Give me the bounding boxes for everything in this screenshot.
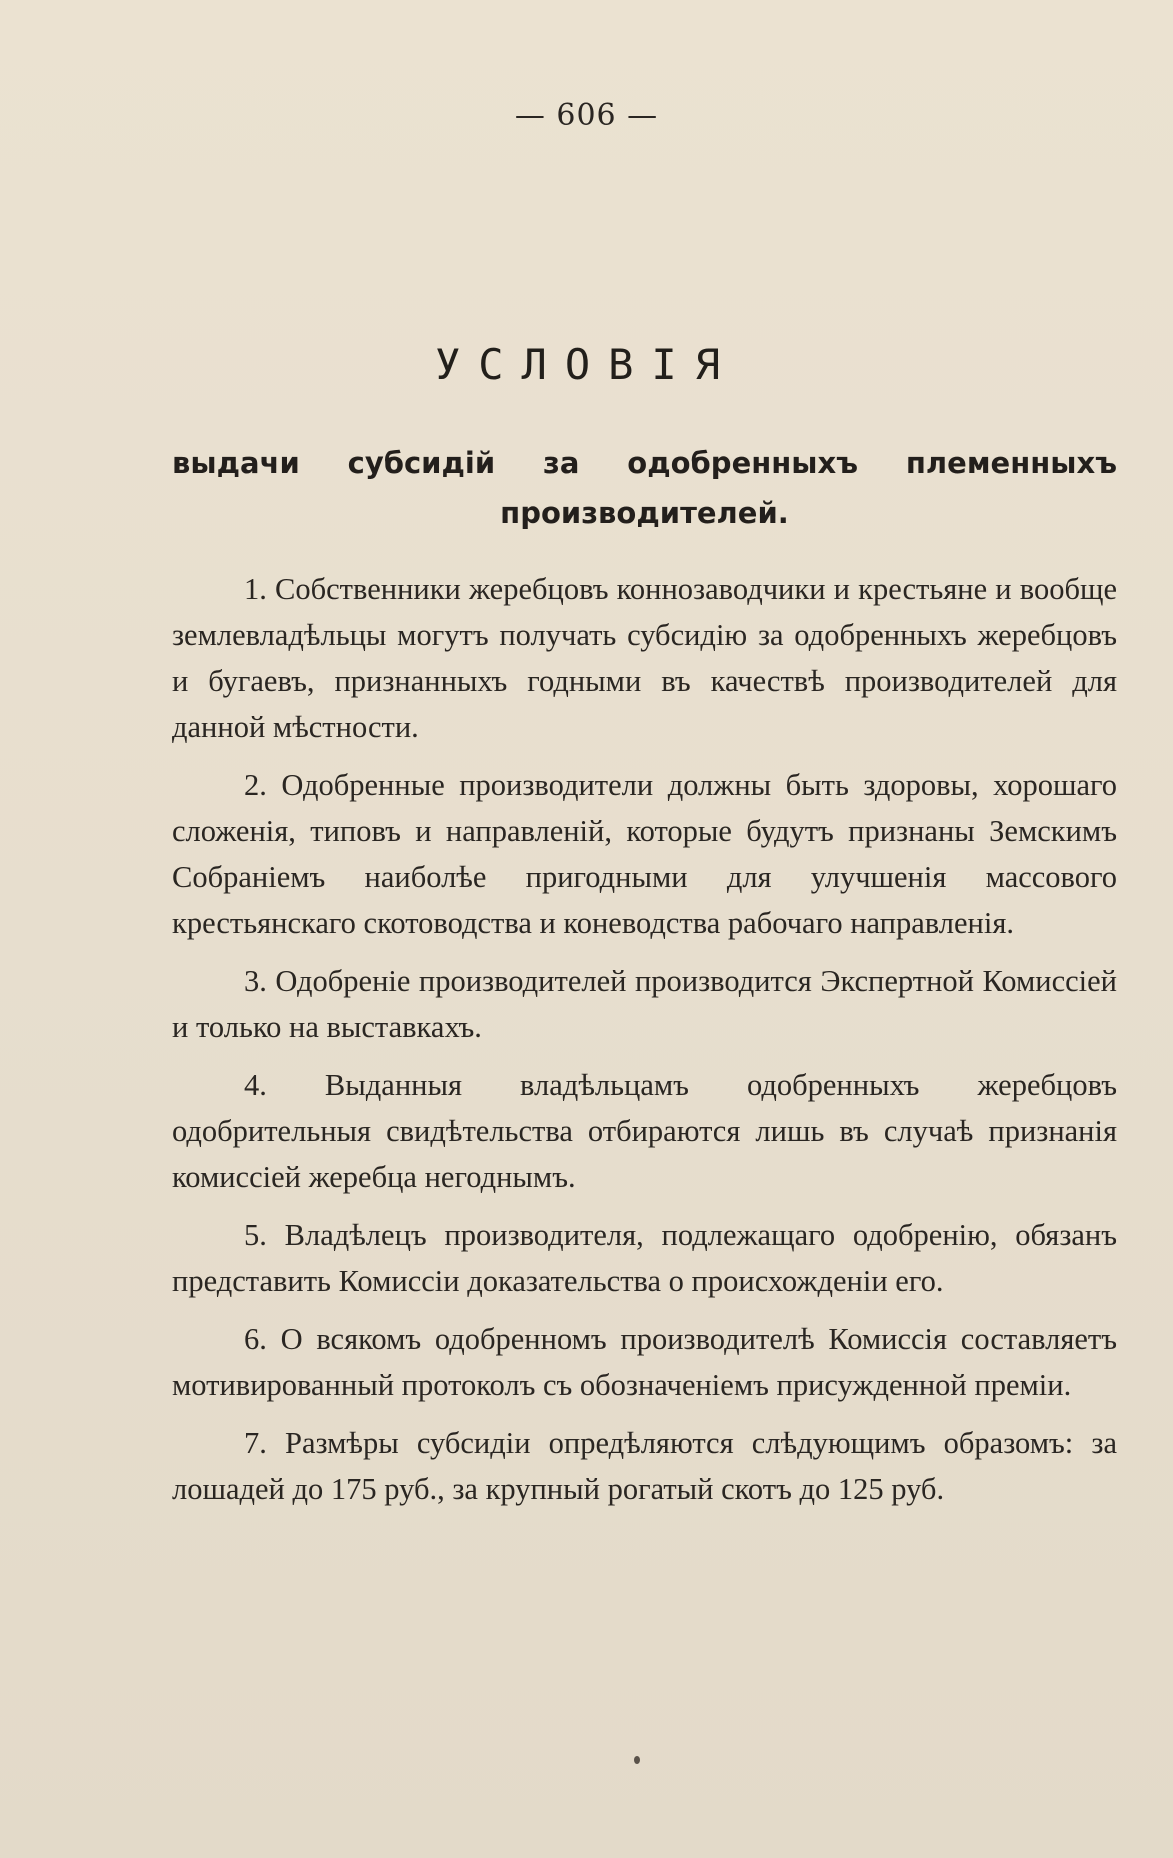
paragraph-7: 7. Размѣры субсидіи опредѣляются слѣдующимъ образомъ: за лошадей до 175 руб., за крупный рогатый скотъ до 125 руб. — [172, 1426, 1117, 1506]
document-body — [172, 566, 1117, 1524]
document-subtitle: выдачи субсидій за одобренныхъ племенныхъ производителей. — [172, 446, 1117, 530]
paragraph-1: 1. Собственники жеребцовъ коннозаводчики и крестьяне и вообще землевладѣльцы могутъ получать субсидію за одобренныхъ жеребцовъ и бугаевъ, признанныхъ годными въ качествѣ производителей для данной мѣстности. — [172, 572, 1117, 744]
paragraph-2: 2. Одобренные производители должны быть здоровы, хорошаго сложенія, типовъ и направленій, которые будутъ признаны Земскимъ Собраніемъ наиболѣе пригодными для улучшенія массового крестьянскаго скотоводства и коневодства рабочаго направленія. — [172, 768, 1117, 940]
page-number: — 606 — — [514, 98, 659, 133]
paragraph-6: 6. О всякомъ одобренномъ производителѣ Комиссія составляетъ мотивированный протоколъ съ обозначеніемъ присужденной преміи. — [172, 1322, 1117, 1402]
ink-speck — [634, 1756, 640, 1764]
paragraph-3: 3. Одобреніе производителей производится Экспертной Комиссіей и только на выставкахъ. — [172, 964, 1117, 1044]
document-title: УСЛОВІЯ — [434, 340, 738, 389]
paragraph-5: 5. Владѣлецъ производителя, подлежащаго одобренію, обязанъ представить Комиссіи доказательства о происхожденіи его. — [172, 1218, 1117, 1298]
paragraph-4: 4. Выданныя владѣльцамъ одобренныхъ жеребцовъ одобрительныя свидѣтельства отбираются лишь въ случаѣ признанія комиссіей жеребца негоднымъ. — [172, 1068, 1117, 1194]
